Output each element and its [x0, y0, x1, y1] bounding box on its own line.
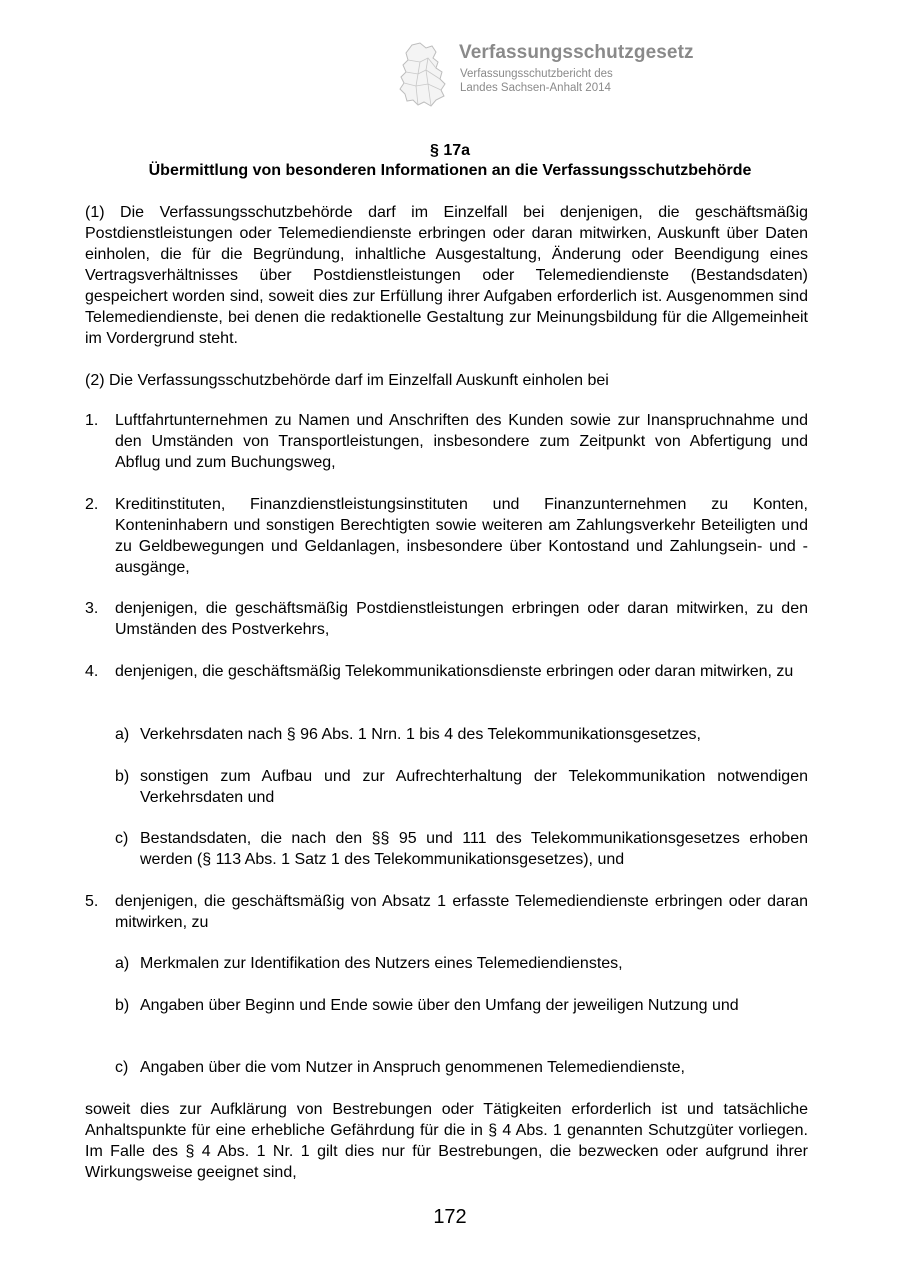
list-item-text: denjenigen, die geschäftsmäßig Postdienstleistungen erbringen oder daran mitwirken, zu den Umständen des Postverkehrs,	[115, 600, 808, 638]
sub-item-letter: c)	[115, 830, 129, 847]
list-item-number: 4.	[85, 663, 99, 680]
sub-item-text: Angaben über die vom Nutzer in Anspruch genommenen Telemediendienste,	[140, 1059, 685, 1076]
sub-item-letter: b)	[115, 997, 130, 1014]
sub-item-text: Bestandsdaten, die nach den §§ 95 und 111 des Telekommunikationsgesetzes erhoben werden (§ 113 Abs. 1 Satz 1 des Telekommunikationsgesetzes), und	[140, 830, 808, 868]
paragraph-1: (1) Die Verfassungsschutzbehörde darf im Einzelfall bei denjenigen, die geschäftsmäßig Postdienstleistungen oder Telemediendienste erbringen oder daran mitwirken, Auskunft über Daten einholen, die für die Begründung, inhaltliche Ausgestaltung, Änderung oder Beendigung eines Vertragsverhältnisses über Postdienstleistungen oder Telemediendienste (Bestandsdaten) gespeichert worden sind, soweit dies zur Erfüllung ihrer Aufgaben erforderlich ist. Ausgenommen sind Telemediendienste, bei denen die redaktionelle Gestaltung zur Meinungsbildung für die Allgemeinheit im Vordergrund steht.	[85, 204, 808, 347]
closing-paragraph: soweit dies zur Aufklärung von Bestrebungen oder Tätigkeiten erforderlich ist und tatsächliche Anhaltspunkte für eine erhebliche Gefährdung für die in § 4 Abs. 1 genannten Schutzgüter vorliegen. Im Falle des § 4 Abs. 1 Nr. 1 gilt dies nur für Bestrebungen, die bezwecken oder aufgrund ihrer Wirkungsweise geeignet sind,	[85, 1101, 808, 1181]
section-title: Übermittlung von besonderen Informationen an die Verfassungsschutzbehörde	[148, 162, 752, 179]
sub-item-letter: b)	[115, 768, 130, 785]
section-number: § 17a	[429, 142, 471, 159]
header-subtitle-line1: Verfassungsschutzbericht des	[460, 68, 613, 80]
sub-item-letter: a)	[115, 726, 130, 743]
sub-item-letter: a)	[115, 955, 130, 972]
list-item-number: 5.	[85, 893, 99, 910]
list-item-number: 2.	[85, 496, 99, 513]
page-number: 172	[433, 1206, 467, 1228]
page-header	[398, 42, 818, 112]
sub-item-text: Angaben über Beginn und Ende sowie über den Umfang der jeweiligen Nutzung und	[140, 997, 739, 1014]
list-item-text: denjenigen, die geschäftsmäßig Telekommunikationsdienste erbringen oder daran mitwirken, zu	[115, 663, 794, 680]
sub-item-letter: c)	[115, 1059, 129, 1076]
list-item-text: Kreditinstituten, Finanzdienstleistungsinstituten und Finanzunternehmen zu Konten, Konteninhabern und sonstigen Berechtigten sowie weiteren am Zahlungsverkehr Beteiligten und zu Geldbewegungen und Geldanlagen, insbesondere über Kontostand und Zahlungsein- und -ausgänge,	[115, 496, 808, 576]
list-item-number: 1.	[85, 412, 99, 429]
sub-item-text: sonstigen zum Aufbau und zur Aufrechterhaltung der Telekommunikation notwendigen Verkehrsdaten und	[140, 768, 808, 806]
sachsen-anhalt-map-icon	[398, 42, 450, 108]
sub-item-text: Merkmalen zur Identifikation des Nutzers eines Telemediendienstes,	[140, 955, 623, 972]
header-subtitle-line2: Landes Sachsen-Anhalt 2014	[460, 82, 611, 94]
list-item-text: denjenigen, die geschäftsmäßig von Absatz 1 erfasste Telemediendienste erbringen oder daran mitwirken, zu	[115, 893, 808, 931]
list-item-number: 3.	[85, 600, 99, 617]
paragraph-2: (2) Die Verfassungsschutzbehörde darf im Einzelfall Auskunft einholen bei	[85, 372, 609, 389]
header-title: Verfassungsschutzgesetz	[459, 42, 694, 63]
list-item-text: Luftfahrtunternehmen zu Namen und Anschriften des Kunden sowie zur Inanspruchnahme und den Umständen von Transportleistungen, insbesondere zum Zeitpunkt von Abfertigung und Abflug und zum Buchungsweg,	[115, 412, 808, 471]
sub-item-text: Verkehrsdaten nach § 96 Abs. 1 Nrn. 1 bis 4 des Telekommunikationsgesetzes,	[140, 726, 701, 743]
